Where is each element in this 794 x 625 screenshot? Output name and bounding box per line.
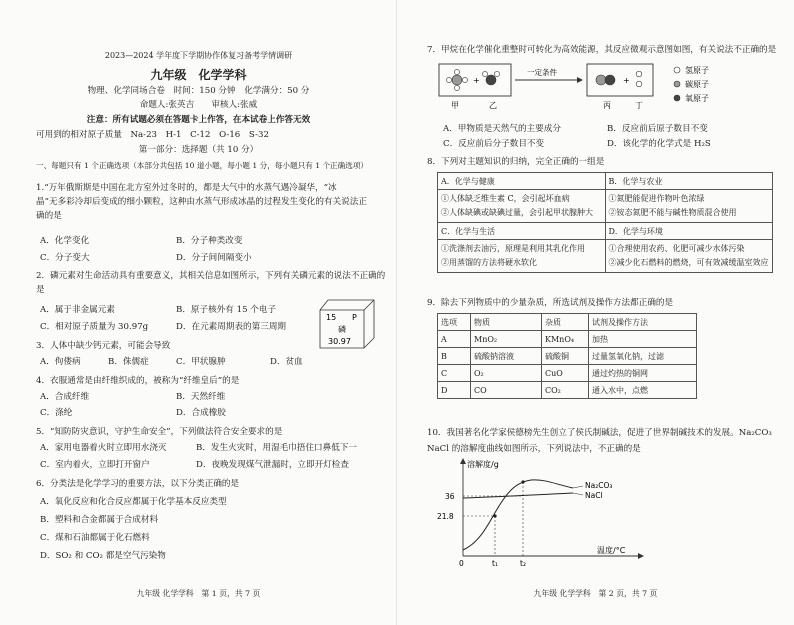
q7-stem: 7．甲烷在化学催化重整时可转化为高效能源，其反应微观示意图如图，有关说法不正确的是 <box>427 45 777 55</box>
q4-option-b: B．天然纤维 <box>176 392 226 402</box>
legend-carbon: 碳原子 <box>685 80 709 89</box>
q9-col-substance: 物质 <box>471 314 542 331</box>
cube-atomic-number: 15 <box>326 313 337 322</box>
x-tick-t2: t₂ <box>520 559 526 568</box>
q8-header-d: D．化学与环境 <box>605 223 773 240</box>
q7-option-a: A．甲物质是天然气的主要成分 <box>443 124 561 134</box>
q7-option-b: B．反应前后原子数目不变 <box>607 124 708 134</box>
q9-cell: 通入水中，点燃 <box>589 382 697 399</box>
q9-cell: 过量氢氧化钠，过滤 <box>589 348 697 365</box>
grade-title: 九年级 化学学科 <box>150 68 247 82</box>
element-cube-diagram <box>318 298 376 350</box>
q9-stem: 9．除去下列物质中的少量杂质，所选试剂及操作方法都正确的是 <box>427 298 674 308</box>
point-t2 <box>521 480 524 483</box>
q9-cell: 通过灼热的铜网 <box>589 365 697 382</box>
label-bing: 丙 <box>603 101 611 110</box>
legend-oxygen: 氧原子 <box>685 94 709 103</box>
q8-content-d: ①合理使用农药、化肥可减少水体污染 ②减少化石燃料的燃烧，可有效减缓温室效应 <box>605 240 773 273</box>
q5-option-a: A．家用电器着火时立即用水浇灭 <box>40 443 167 453</box>
q9-cell: CuO <box>542 365 589 382</box>
q4-option-d: D．合成橡胶 <box>176 408 226 418</box>
q8-stem: 8．下列对主题知识的归纳，完全正确的一组是 <box>427 157 605 167</box>
q8-content-a: ①人体缺乏维生素 C，会引起坏血病 ②人体缺碘或缺碘过量，会引起甲状腺肿大 <box>438 190 606 223</box>
q9-col-option: 选项 <box>438 314 471 331</box>
exam-info: 物理、化学同场合卷 时间：150 分钟 化学满分：50 分 <box>87 86 310 96</box>
series-label-na2co3: Na₂CO₃ <box>585 481 613 490</box>
header-line: 2023—2024 学年度下学期协作体复习备考学情调研 <box>104 51 293 60</box>
q9-cell: KMnO₄ <box>542 331 589 348</box>
y-tick-21-8: 21.8 <box>437 512 454 521</box>
cube-symbol: P <box>352 313 357 322</box>
part-title: 第一部分：选择题（共 10 分） <box>138 145 259 155</box>
table-row <box>438 365 697 382</box>
table-row <box>438 331 697 348</box>
y-axis-label: 溶解度/g <box>467 460 499 469</box>
cube-name: 磷 <box>338 325 346 334</box>
q6-stem: 6．分类法是化学学习的重要方法，以下分类正确的是 <box>36 479 240 489</box>
q2-option-c: C．相对原子质量为 30.97g <box>40 322 149 332</box>
atomic-mass: 可用到的相对原子质量 Na-23 H-1 C-12 O-16 S-32 <box>36 130 269 140</box>
q6-option-d: D．SO₂ 和 CO₂ 都是空气污染物 <box>40 551 166 561</box>
q2-stem-2: 是 <box>36 285 45 295</box>
q1-option-b: B．分子种类改变 <box>176 236 243 246</box>
q10-stem-1: 10．我国著名化学家侯德榜先生创立了侯氏制碱法，促进了世界制碱技术的发展。Na₂CO₃ <box>427 428 772 438</box>
q3-option-d: D．贫血 <box>270 357 303 367</box>
q1-stem-2: 晶”无多彩冷却后变成的细小颗粒，这种由水蒸气形成冰晶的过程发生变化的有关说法正 <box>36 197 367 207</box>
q9-cell: O₂ <box>471 365 542 382</box>
q1-stem-1: 1.“万年俄斯斯是中国在北方室外过冬时的，都是大气中的水蒸气遇冷凝华，“冰 <box>36 183 337 193</box>
q9-cell: 加热 <box>589 331 697 348</box>
label-yi: 乙 <box>489 101 497 110</box>
footer-left: 九年级 化学学科 第 1 页，共 7 页 <box>136 589 261 598</box>
x-tick-0: 0 <box>459 559 464 568</box>
q2-option-a: A．属于非金属元素 <box>40 305 115 315</box>
q3-option-a: A．佝偻病 <box>40 357 81 367</box>
page-right <box>397 0 794 625</box>
q5-option-c: C．室内着火，立即打开窗户 <box>40 460 150 470</box>
reaction-diagram <box>437 62 767 114</box>
section-note: 一、每题只有 1 个正确选项（本部分共包括 10 道小题，每小题 1 分，每小题只有 1 个正确选项） <box>36 161 369 170</box>
q8-header-c: C．化学与生活 <box>438 223 606 240</box>
q5-option-d: D．夜晚发现煤气泄漏时，立即开灯检查 <box>196 460 349 470</box>
series-label-nacl: NaCl <box>585 491 603 500</box>
q8-header-b: B．化学与农业 <box>605 173 773 190</box>
q3-stem: 3．人体中缺少钙元素，可能会导致 <box>36 341 171 351</box>
q1-option-d: D．分子间间隔变小 <box>176 253 252 263</box>
q3-option-b: B．侏儒症 <box>108 357 149 367</box>
q9-cell: 硫酸钠溶液 <box>471 348 542 365</box>
q7-option-d: D．该化学的化学式是 H₂S <box>607 139 711 149</box>
q8-content-c: ①洗涤剂去油污，原理是利用其乳化作用 ②用蒸馏的方法将硬水软化 <box>438 240 606 273</box>
q6-option-a: A．氧化反应和化合反应都属于化学基本反应类型 <box>40 497 227 507</box>
q7-plus-right: + <box>623 76 630 85</box>
q9-cell: CO <box>471 382 542 399</box>
footer-right: 九年级 化学学科 第 2 页，共 7 页 <box>533 589 658 598</box>
q9-cell: D <box>438 382 471 399</box>
series-na2co3-line <box>463 480 573 550</box>
q2-option-b: B．原子核外有 15 个电子 <box>176 305 277 315</box>
label-ding: 丁 <box>635 101 643 110</box>
point-t1 <box>493 514 496 517</box>
q9-cell: A <box>438 331 471 348</box>
q1-option-c: C．分子变大 <box>40 253 90 263</box>
q9-cell: 硫酸铜 <box>542 348 589 365</box>
q6-option-b: B．塑料和合金都属于合成材料 <box>40 515 159 525</box>
q1-stem-3: 确的是 <box>36 211 62 221</box>
notice: 注意：所有试题必须在答题卡上作答，在本试卷上作答无效 <box>86 115 311 125</box>
label-jia: 甲 <box>451 101 459 110</box>
q9-col-method: 试剂及操作方法 <box>589 314 697 331</box>
solubility-chart <box>433 458 653 568</box>
cube-mass: 30.97 <box>328 337 351 346</box>
q7-option-c: C．反应前后分子数目不变 <box>443 139 545 149</box>
q4-option-a: A．合成纤维 <box>40 392 90 402</box>
table-row <box>438 348 697 365</box>
q7-plus-left: + <box>473 76 480 85</box>
q3-option-c: C．甲状腺肿 <box>176 357 226 367</box>
q8-header-a: A．化学与健康 <box>438 173 606 190</box>
q9-cell: B <box>438 348 471 365</box>
reaction-condition: 一定条件 <box>527 68 557 77</box>
q8-content-b: ①氮肥能促进作物叶色浓绿 ②铵态氮肥不能与碱性物质混合使用 <box>605 190 773 223</box>
x-axis-label: 温度/°C <box>597 546 626 555</box>
q5-option-b: B．发生火灾时，用湿毛巾捂住口鼻低下一 <box>196 443 358 453</box>
q6-option-c: C．煤和石油都属于化石燃料 <box>40 533 150 543</box>
q8-table <box>437 172 773 273</box>
q9-cell: MnO₂ <box>471 331 542 348</box>
q2-stem-1: 2．磷元素对生命活动具有重要意义，其相关信息如图所示，下列有关磷元素的说法不正确的 <box>36 271 386 281</box>
q9-col-impurity: 杂质 <box>542 314 589 331</box>
q5-stem: 5．“知防防灾意识，守护生命安全”，下列做法符合安全要求的是 <box>36 427 283 437</box>
x-tick-t1: t₁ <box>492 559 498 568</box>
q9-cell: C <box>438 365 471 382</box>
legend-hydrogen: 氢原子 <box>685 66 709 75</box>
q4-option-c: C．涤纶 <box>40 408 73 418</box>
q9-cell: CO₂ <box>542 382 589 399</box>
q4-stem: 4．衣服通常是由纤维织成的，被称为“纤维皇后”的是 <box>36 376 240 386</box>
q9-table <box>437 313 697 399</box>
q10-stem-2: NaCl 的溶解度曲线如图所示，下列说法中，不正确的是 <box>427 444 641 454</box>
author-line: 命题人:张英吉 审核人:张威 <box>139 100 258 110</box>
q9-header-row <box>438 314 697 331</box>
y-tick-36: 36 <box>445 492 455 501</box>
table-row <box>438 382 697 399</box>
q2-option-d: D．在元素周期表的第三周期 <box>176 322 287 332</box>
q1-option-a: A．化学变化 <box>40 236 90 246</box>
series-nacl-line <box>463 493 573 498</box>
